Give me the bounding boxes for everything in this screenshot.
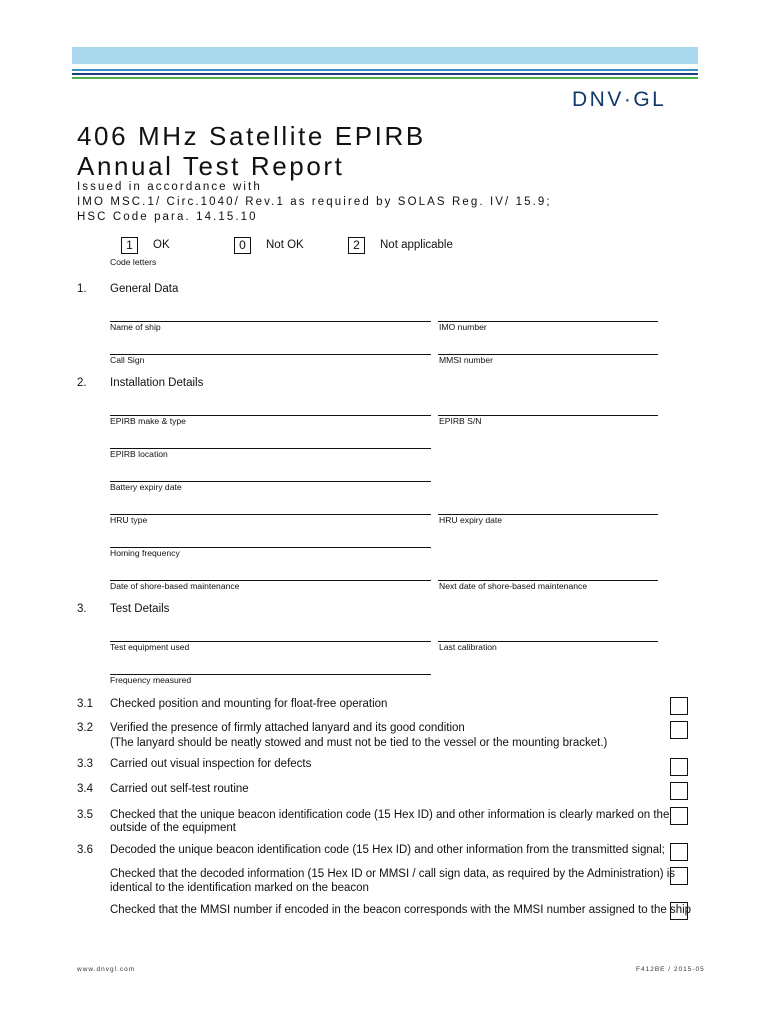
code-box-ok: 1 xyxy=(121,237,138,254)
check-3-4-number: 3.4 xyxy=(77,783,93,795)
code-label-not-ok: Not OK xyxy=(266,239,304,251)
dnvgl-logo: DNV·GL xyxy=(572,88,667,111)
check-3-3-checkbox[interactable] xyxy=(670,758,688,776)
check-3-6-checkbox[interactable] xyxy=(670,843,688,861)
check-3-6a-text-2: identical to the identification marked on the beacon xyxy=(110,882,369,894)
check-3-5-text-2: outside of the equipment xyxy=(110,822,236,834)
subtitle-line-1: Issued in accordance with xyxy=(77,181,262,193)
field-label-shore-maintenance: Date of shore-based maintenance xyxy=(110,581,240,591)
field-label-epirb-location: EPIRB location xyxy=(110,449,168,459)
field-label-epirb-make-type: EPIRB make & type xyxy=(110,416,186,426)
code-label-ok: OK xyxy=(153,239,170,251)
field-label-homing-frequency: Homing frequency xyxy=(110,548,180,558)
check-3-4-text: Carried out self-test routine xyxy=(110,783,249,795)
section-2-title: Installation Details xyxy=(110,377,204,389)
subtitle-line-3: HSC Code para. 14.15.10 xyxy=(77,211,258,223)
header-stripe-blue xyxy=(72,69,698,71)
check-3-5-text: Checked that the unique beacon identification code (15 Hex ID) and other information is clearly marked on the xyxy=(110,809,670,821)
field-label-frequency-measured: Frequency measured xyxy=(110,675,192,685)
check-3-2-checkbox[interactable] xyxy=(670,721,688,739)
check-3-5-checkbox[interactable] xyxy=(670,807,688,825)
footer-form-code: F412BE / 2015-05 xyxy=(636,966,705,973)
field-label-call-sign: Call Sign xyxy=(110,355,145,365)
check-3-5-number: 3.5 xyxy=(77,809,93,821)
footer-website: www.dnvgl.com xyxy=(77,966,136,973)
section-3-title: Test Details xyxy=(110,603,170,615)
check-3-6b-checkbox[interactable] xyxy=(670,902,688,920)
check-3-2-text-2: (The lanyard should be neatly stowed and must not be tied to the vessel or the mounting bracket.) xyxy=(110,737,608,749)
code-box-not-ok: 0 xyxy=(234,237,251,254)
check-3-4-checkbox[interactable] xyxy=(670,782,688,800)
check-3-6a-text: Checked that the decoded information (15 Hex ID or MMSI / call sign data, as required by the Administration) is xyxy=(110,868,676,880)
section-1-title: General Data xyxy=(110,283,179,295)
section-1-number: 1. xyxy=(77,283,87,295)
section-3-number: 3. xyxy=(77,603,87,615)
code-label-na: Not applicable xyxy=(380,239,453,251)
field-label-imo-number: IMO number xyxy=(439,322,487,332)
section-2-number: 2. xyxy=(77,377,87,389)
field-label-epirb-sn: EPIRB S/N xyxy=(439,416,482,426)
field-label-battery-expiry: Battery expiry date xyxy=(110,482,182,492)
subtitle-line-2: IMO MSC.1/ Circ.1040/ Rev.1 as required by SOLAS Reg. IV/ 15.9; xyxy=(77,196,552,208)
field-line-hru-type[interactable] xyxy=(110,514,431,515)
field-label-last-calibration: Last calibration xyxy=(439,642,497,652)
field-label-mmsi-number: MMSI number xyxy=(439,355,493,365)
field-label-hru-expiry: HRU expiry date xyxy=(439,515,503,525)
code-box-na: 2 xyxy=(348,237,365,254)
field-label-name-of-ship: Name of ship xyxy=(110,322,161,332)
title-line-1: 406 MHz Satellite EPIRB xyxy=(77,121,426,151)
check-3-3-number: 3.3 xyxy=(77,758,93,770)
field-line-call-sign[interactable] xyxy=(110,354,431,355)
header-stripe-navy xyxy=(72,73,698,75)
check-3-2-number: 3.2 xyxy=(77,722,93,734)
check-3-6b-text: Checked that the MMSI number if encoded in the beacon corresponds with the MMSI number assigned to the ship xyxy=(110,904,692,916)
code-letters-caption: Code letters xyxy=(110,257,157,267)
field-label-hru-type: HRU type xyxy=(110,515,148,525)
header-stripe-green xyxy=(72,77,698,79)
check-3-6-number: 3.6 xyxy=(77,844,93,856)
check-3-6-text: Decoded the unique beacon identification code (15 Hex ID) and other information from the transmitted signal; xyxy=(110,844,665,856)
header-band xyxy=(72,47,698,64)
check-3-1-number: 3.1 xyxy=(77,698,93,710)
field-label-next-shore-maintenance: Next date of shore-based maintenance xyxy=(439,581,588,591)
field-label-test-equipment: Test equipment used xyxy=(110,642,190,652)
check-3-6a-checkbox[interactable] xyxy=(670,867,688,885)
check-3-1-text: Checked position and mounting for float-free operation xyxy=(110,698,388,710)
check-3-1-checkbox[interactable] xyxy=(670,697,688,715)
title-line-2: Annual Test Report xyxy=(77,151,345,181)
check-3-3-text: Carried out visual inspection for defects xyxy=(110,758,312,770)
check-3-2-text: Verified the presence of firmly attached lanyard and its good condition xyxy=(110,722,465,734)
